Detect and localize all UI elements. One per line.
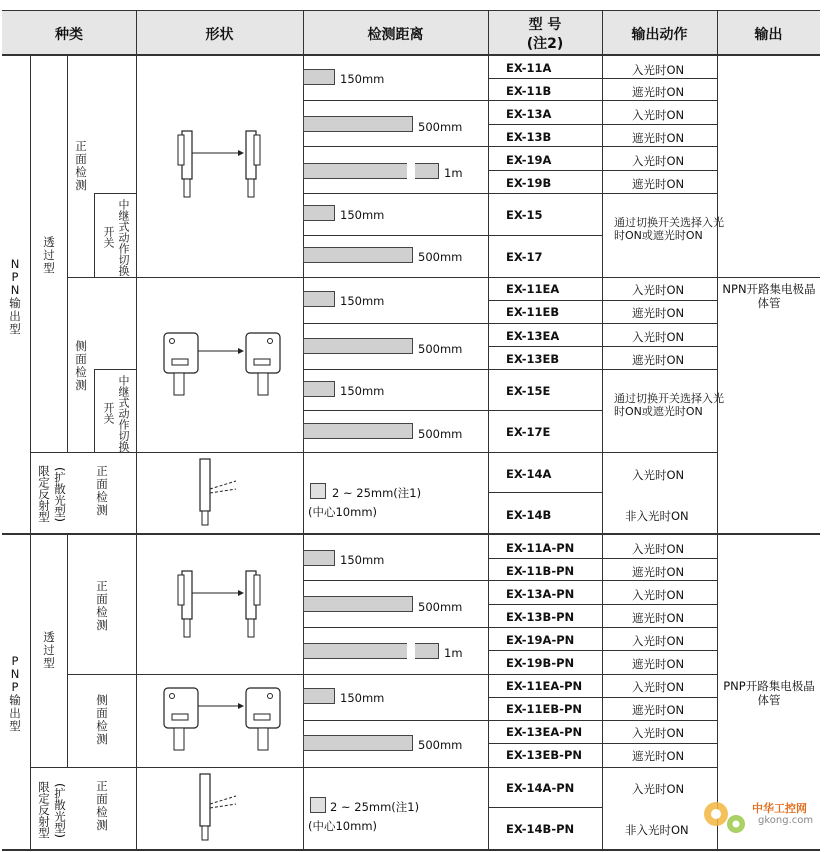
group-front-pnp: 正面检测 — [96, 579, 108, 632]
model-name: EX-13EA — [506, 329, 560, 343]
action-label: 遮光时ON — [632, 353, 685, 367]
sensor-diffuse-illustration-npn — [190, 455, 250, 530]
watermark-url: gkong.com — [758, 815, 814, 826]
model-name: EX-14A-PN — [506, 781, 575, 795]
action-label: 遮光时ON — [632, 565, 685, 579]
watermark-brand: 中华工控网 — [752, 802, 807, 815]
sensor-front-through-illustration-npn — [170, 125, 270, 205]
distance-bar-500 — [303, 423, 413, 439]
action-label: 非入光时ON — [625, 823, 689, 837]
output-pnp: PNP开路集电极晶体管 — [723, 679, 815, 707]
action-label: 入光时ON — [632, 588, 685, 602]
output-npn: NPN开路集电极晶体管 — [722, 282, 816, 310]
model-name: EX-11EB — [506, 305, 560, 319]
sensor-side-through-illustration-pnp — [158, 680, 288, 760]
sensor-diffuse-illustration-pnp — [190, 770, 250, 845]
distance-label: 150mm — [340, 553, 385, 567]
group-switch-npn-1: 中继式动作切换开关 — [102, 198, 130, 276]
sensor-front-through-illustration-pnp — [170, 565, 270, 645]
group-npn: NPN输出型 — [9, 257, 21, 336]
group-diffuse-sub-npn: (扩散光型) — [53, 466, 67, 522]
model-name: EX-19B-PN — [506, 656, 575, 670]
group-side-pnp: 侧面检测 — [96, 693, 108, 746]
model-name: EX-11EA — [506, 282, 560, 296]
action-label: 入光时ON — [632, 680, 685, 694]
action-label: 入光时ON — [632, 63, 685, 77]
distance-bar-500 — [303, 735, 413, 751]
distance-bar-150 — [303, 69, 335, 85]
distance-label: 2 ~ 25mm(注1) — [330, 800, 420, 814]
group-through-npn: 透过型 — [43, 235, 55, 275]
group-front-diffuse-npn: 正面检测 — [96, 464, 108, 517]
header-shape: 形状 — [205, 27, 234, 43]
distance-label: 150mm — [340, 294, 385, 308]
model-name: EX-19A-PN — [506, 633, 575, 647]
distance-label: 500mm — [418, 342, 463, 356]
model-name: EX-14B-PN — [506, 822, 575, 836]
sensor-side-through-illustration-npn — [158, 325, 288, 405]
group-side-npn: 侧面检测 — [75, 339, 87, 392]
action-label: 遮光时ON — [632, 85, 685, 99]
action-label: 遮光时ON — [632, 177, 685, 191]
model-name: EX-13A-PN — [506, 587, 575, 601]
model-name: EX-15 — [506, 208, 543, 222]
distance-bar-150 — [303, 291, 335, 307]
distance-label: 150mm — [340, 208, 385, 222]
model-name: EX-14A — [506, 467, 552, 481]
distance-bar-500 — [303, 247, 413, 263]
distance-bar-150 — [303, 205, 335, 221]
header-action: 输出动作 — [631, 27, 688, 43]
distance-label: 500mm — [418, 120, 463, 134]
distance-label: 500mm — [418, 250, 463, 264]
model-name: EX-13EB-PN — [506, 748, 583, 762]
model-name: EX-19B — [506, 176, 552, 190]
model-name: EX-17 — [506, 250, 543, 264]
bar-break-icon — [407, 160, 415, 182]
header-kind: 种类 — [55, 27, 83, 43]
distance-center: (中心10mm) — [308, 819, 378, 833]
model-name: EX-17E — [506, 425, 551, 439]
distance-box-icon — [310, 797, 326, 813]
group-switch-npn-2: 中继式动作切换开关 — [102, 374, 130, 452]
header-model: 型 号 — [528, 17, 562, 33]
model-name: EX-11A-PN — [506, 541, 575, 555]
distance-label: 500mm — [418, 738, 463, 752]
model-name: EX-15E — [506, 384, 551, 398]
model-name: EX-13B — [506, 130, 552, 144]
action-label: 遮光时ON — [632, 611, 685, 625]
action-label: 入光时ON — [632, 154, 685, 168]
model-name: EX-13B-PN — [506, 610, 575, 624]
action-label: 入光时ON — [632, 283, 685, 297]
model-name: EX-19A — [506, 153, 552, 167]
header-model-note: (注2) — [526, 36, 564, 52]
distance-label: 500mm — [418, 427, 463, 441]
action-label: 入光时ON — [632, 782, 685, 796]
group-diffuse-pnp: 限定反射型 — [37, 781, 51, 839]
distance-label: 150mm — [340, 72, 385, 86]
model-name: EX-13A — [506, 107, 552, 121]
action-switch-label: 通过切换开关选择入光时ON或遮光时ON — [614, 216, 724, 242]
group-pnp: PNP输出型 — [9, 654, 21, 733]
model-name: EX-11EB-PN — [506, 702, 583, 716]
group-diffuse-npn: 限定反射型 — [37, 465, 51, 523]
distance-label: 500mm — [418, 600, 463, 614]
group-diffuse-sub-pnp: (扩散光型) — [53, 782, 67, 838]
action-label: 遮光时ON — [632, 657, 685, 671]
distance-label: 150mm — [340, 691, 385, 705]
model-name: EX-11B — [506, 84, 552, 98]
action-label: 遮光时ON — [632, 131, 685, 145]
gear-logo-icon — [698, 796, 750, 840]
action-label: 入光时ON — [632, 468, 685, 482]
distance-label: 1m — [444, 166, 463, 180]
distance-box-icon — [310, 483, 326, 499]
distance-bar-500 — [303, 116, 413, 132]
model-name: EX-13EA-PN — [506, 725, 583, 739]
model-name: EX-11B-PN — [506, 564, 575, 578]
action-label: 入光时ON — [632, 330, 685, 344]
bar-break-icon — [407, 640, 415, 662]
action-label: 遮光时ON — [632, 306, 685, 320]
action-label: 非入光时ON — [625, 509, 689, 523]
distance-bar-150 — [303, 688, 335, 704]
distance-bar-150 — [303, 381, 335, 397]
action-label: 遮光时ON — [632, 749, 685, 763]
distance-bar-500 — [303, 338, 413, 354]
distance-center: (中心10mm) — [308, 505, 378, 519]
model-name: EX-14B — [506, 508, 552, 522]
distance-label: 1m — [444, 646, 463, 660]
model-name: EX-11A — [506, 61, 552, 75]
group-front-npn: 正面检测 — [75, 139, 87, 192]
distance-bar-500 — [303, 596, 413, 612]
action-label: 入光时ON — [632, 542, 685, 556]
action-label: 遮光时ON — [632, 703, 685, 717]
distance-bar-1m — [303, 643, 439, 659]
action-label: 入光时ON — [632, 634, 685, 648]
distance-bar-1m — [303, 163, 439, 179]
header-output: 输出 — [754, 27, 783, 43]
action-switch-label: 通过切换开关选择入光时ON或遮光时ON — [614, 392, 724, 418]
group-through-pnp: 透过型 — [43, 630, 55, 670]
distance-label: 2 ~ 25mm(注1) — [332, 486, 422, 500]
distance-label: 150mm — [340, 384, 385, 398]
group-front-diffuse-pnp: 正面检测 — [96, 779, 108, 832]
model-name: EX-13EB — [506, 352, 560, 366]
action-label: 入光时ON — [632, 108, 685, 122]
model-name: EX-11EA-PN — [506, 679, 583, 693]
action-label: 入光时ON — [632, 726, 685, 740]
distance-bar-150 — [303, 550, 335, 566]
header-distance: 检测距离 — [367, 27, 424, 43]
